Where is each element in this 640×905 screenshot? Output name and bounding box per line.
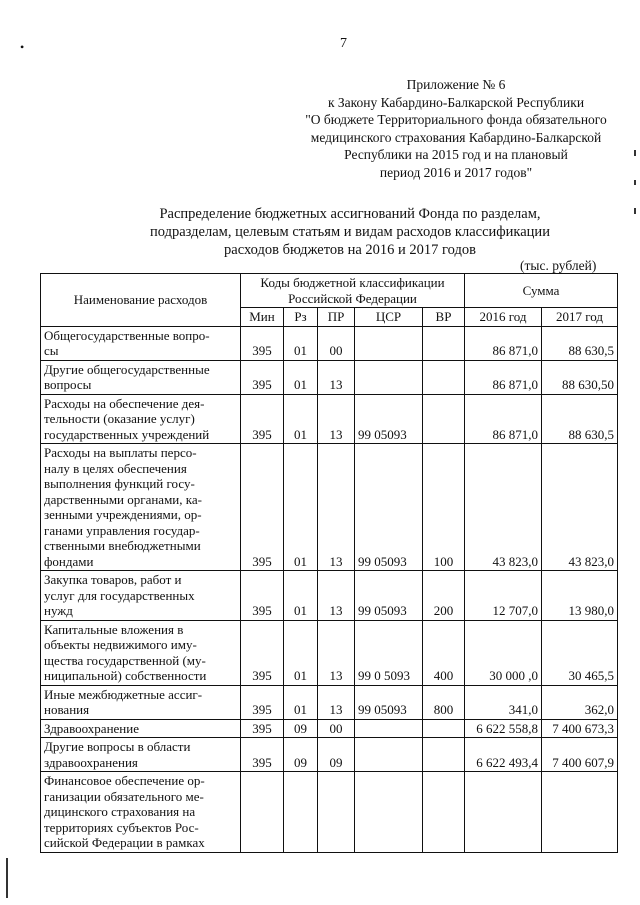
cell-rz: 01 <box>284 444 318 571</box>
unit-label: (тыс. рублей) <box>520 258 597 273</box>
cell-pr <box>318 772 355 853</box>
cell-vr: 200 <box>423 571 465 621</box>
table-row <box>41 444 618 571</box>
cell-name: Другие общегосударственные вопросы <box>41 360 241 394</box>
cell-pr: 13 <box>318 685 355 719</box>
cell-vr <box>423 772 465 853</box>
cell-y2017: 362,0 <box>542 685 618 719</box>
cell-name: Капитальные вложения в объекты недвижимого иму- щества государственной (му- ниципальной) собственности <box>41 620 241 685</box>
cell-y2016: 30 000 ,0 <box>465 620 542 685</box>
table-row <box>41 620 618 685</box>
scan-mark: • <box>20 40 25 54</box>
cell-csr: 99 0 5093 <box>355 620 423 685</box>
header-pr: ПР <box>318 308 355 327</box>
cell-vr <box>423 360 465 394</box>
cell-vr <box>423 326 465 360</box>
cell-y2017: 88 630,5 <box>542 394 618 444</box>
cell-y2016 <box>465 772 542 853</box>
cell-rz: 09 <box>284 738 318 772</box>
cell-y2017: 88 630,50 <box>542 360 618 394</box>
header-name: Наименование расходов <box>41 274 241 327</box>
cell-csr <box>355 738 423 772</box>
annex-line: период 2016 и 2017 годов" <box>379 164 533 180</box>
scan-edge-mark <box>633 150 637 220</box>
cell-rz: 01 <box>284 685 318 719</box>
cell-pr: 13 <box>318 571 355 621</box>
cell-y2017: 43 823,0 <box>542 444 618 571</box>
header-vr: ВР <box>423 308 465 327</box>
cell-name: Здравоохранение <box>41 719 241 738</box>
cell-y2017: 7 400 607,9 <box>542 738 618 772</box>
cell-y2016: 86 871,0 <box>465 394 542 444</box>
cell-csr <box>355 326 423 360</box>
table-row <box>41 772 618 853</box>
cell-csr <box>355 772 423 853</box>
cell-y2017: 13 980,0 <box>542 571 618 621</box>
cell-pr: 13 <box>318 360 355 394</box>
cell-vr <box>423 719 465 738</box>
cell-name: Общегосударственные вопро- сы <box>41 326 241 360</box>
table-row <box>41 685 618 719</box>
cell-y2016: 86 871,0 <box>465 326 542 360</box>
header-codes: Коды бюджетной классификации Российской Федерации <box>241 274 465 308</box>
cell-min: 395 <box>241 394 284 444</box>
cell-y2017: 7 400 673,3 <box>542 719 618 738</box>
annex-line: к Закону Кабардино-Балкарской Республики <box>327 94 585 110</box>
table-row <box>41 738 618 772</box>
title-line: Распределение бюджетных ассигнований Фонда по разделам, <box>159 206 541 222</box>
cell-vr: 400 <box>423 620 465 685</box>
cell-rz: 01 <box>284 360 318 394</box>
cell-min: 395 <box>241 685 284 719</box>
cell-pr: 00 <box>318 326 355 360</box>
cell-name: Расходы на обеспечение дея- тельности (оказание услуг) государственных учреждений <box>41 394 241 444</box>
annex-line: "О бюджете Территориального фонда обязательного <box>305 112 607 127</box>
cell-csr <box>355 360 423 394</box>
cell-rz: 01 <box>284 394 318 444</box>
budget-table <box>40 273 618 853</box>
cell-csr: 99 05093 <box>355 444 423 571</box>
cell-y2016: 12 707,0 <box>465 571 542 621</box>
cell-min: 395 <box>241 571 284 621</box>
document-title <box>110 205 590 259</box>
cell-csr <box>355 719 423 738</box>
cell-y2016: 6 622 493,4 <box>465 738 542 772</box>
table-row <box>41 326 618 360</box>
header-min: Мин <box>241 308 284 327</box>
cell-y2017: 30 465,5 <box>542 620 618 685</box>
cell-pr: 09 <box>318 738 355 772</box>
annex-line: медицинского страхования Кабардино-Балкарской <box>310 129 602 145</box>
cell-rz: 01 <box>284 326 318 360</box>
cell-vr <box>423 738 465 772</box>
table-row <box>41 394 618 444</box>
cell-name: Финансовое обеспечение ор- ганизации обязательного ме- дицинского страхования на территориях субъектов Рос- сийской Федерации в рамках <box>41 772 241 853</box>
cell-rz: 09 <box>284 719 318 738</box>
table-body <box>41 326 618 852</box>
header-rz: Рз <box>284 308 318 327</box>
cell-rz: 01 <box>284 571 318 621</box>
cell-y2016: 6 622 558,8 <box>465 719 542 738</box>
cell-min <box>241 772 284 853</box>
header-sum: Сумма <box>465 274 618 308</box>
cell-y2016: 341,0 <box>465 685 542 719</box>
title-line: подразделам, целевым статьям и видам расходов классификации <box>150 224 550 240</box>
cell-rz: 01 <box>284 620 318 685</box>
cell-vr <box>423 394 465 444</box>
scan-edge-line <box>6 858 8 898</box>
cell-y2017 <box>542 772 618 853</box>
title-line: расходов бюджетов на 2016 и 2017 годов <box>224 242 476 258</box>
cell-csr: 99 05093 <box>355 394 423 444</box>
cell-min: 395 <box>241 444 284 571</box>
cell-vr: 800 <box>423 685 465 719</box>
cell-pr: 13 <box>318 394 355 444</box>
cell-name: Расходы на выплаты персо- налу в целях обеспечения выполнения функций госу- дарственными органами, ка- зенными учреждениями, ор- ганами управления государ- ственными внебюджетными фондами <box>41 444 241 571</box>
cell-min: 395 <box>241 738 284 772</box>
annex-line: Республики на 2015 год и на плановый <box>344 147 568 162</box>
header-2017: 2017 год <box>542 308 618 327</box>
cell-y2017: 88 630,5 <box>542 326 618 360</box>
cell-min: 395 <box>241 719 284 738</box>
cell-min: 395 <box>241 360 284 394</box>
cell-pr: 00 <box>318 719 355 738</box>
cell-name: Другие вопросы в области здравоохранения <box>41 738 241 772</box>
cell-y2016: 86 871,0 <box>465 360 542 394</box>
cell-vr: 100 <box>423 444 465 571</box>
cell-min: 395 <box>241 620 284 685</box>
header-csr: ЦСР <box>355 308 423 327</box>
cell-rz <box>284 772 318 853</box>
cell-y2016: 43 823,0 <box>465 444 542 571</box>
cell-pr: 13 <box>318 620 355 685</box>
cell-name: Иные межбюджетные ассиг- нования <box>41 685 241 719</box>
cell-pr: 13 <box>318 444 355 571</box>
cell-min: 395 <box>241 326 284 360</box>
annex-block <box>276 76 636 181</box>
cell-csr: 99 05093 <box>355 685 423 719</box>
page-number: 7 <box>340 36 347 51</box>
cell-csr: 99 05093 <box>355 571 423 621</box>
header-2016: 2016 год <box>465 308 542 327</box>
cell-name: Закупка товаров, работ и услуг для государственных нужд <box>41 571 241 621</box>
table-row <box>41 719 618 738</box>
annex-line: Приложение № 6 <box>406 77 506 92</box>
table-row <box>41 360 618 394</box>
table-row <box>41 571 618 621</box>
